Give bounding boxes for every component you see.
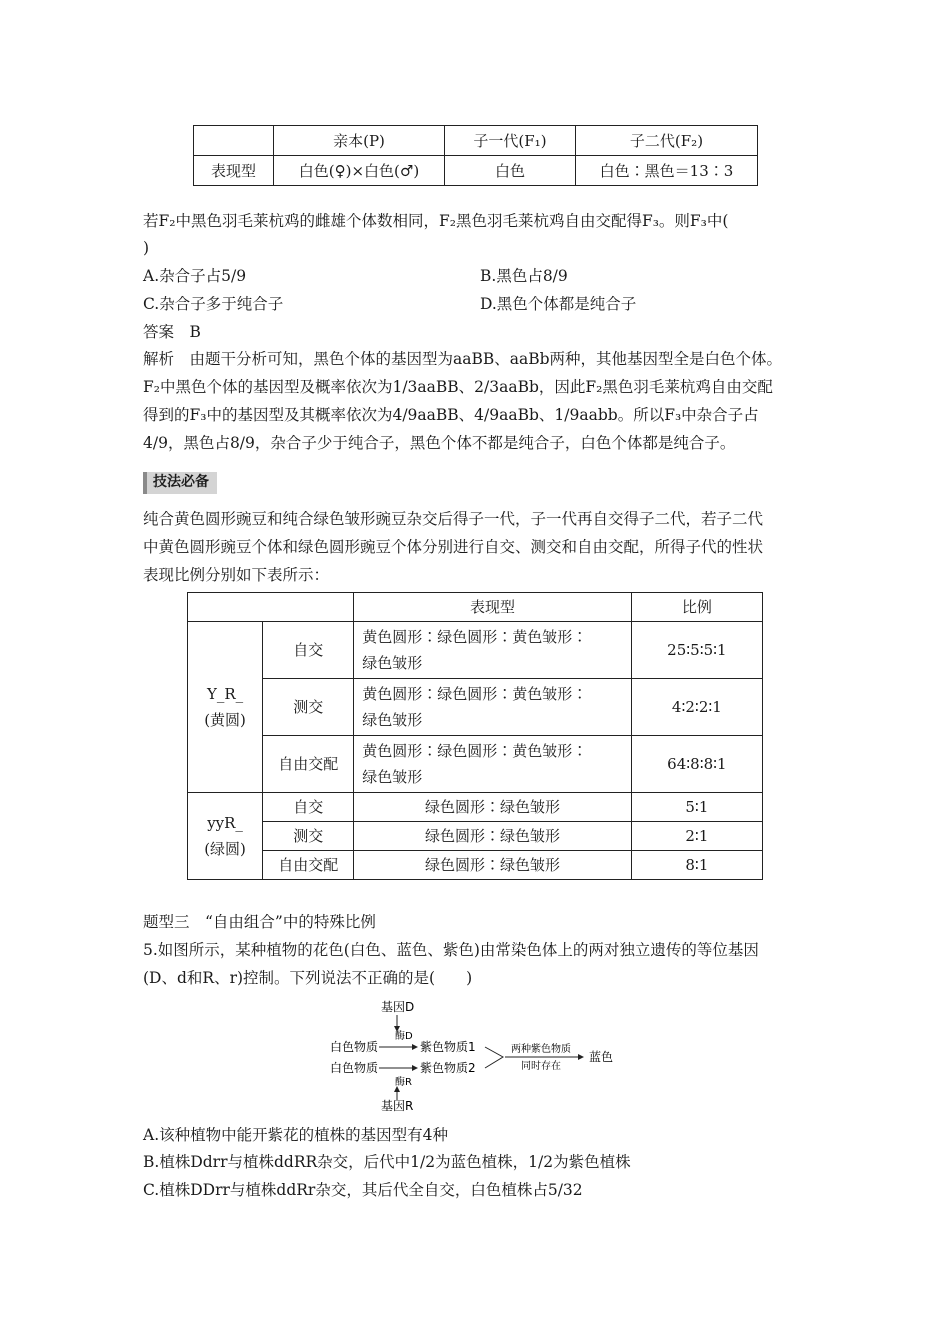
phenotype-cell: 绿色圆形∶绿色皱形	[354, 793, 631, 822]
table-row	[194, 126, 758, 156]
phenotype-line: 黄色圆形∶绿色圆形∶黄色皱形∶	[362, 685, 588, 703]
table-header-cell: 亲本(P)	[274, 126, 445, 156]
option-d: D.黑色个体都是纯合子	[480, 295, 637, 313]
group-cell	[188, 793, 263, 880]
answer: 答案 B	[143, 323, 201, 341]
condition-line-2: 同时存在	[521, 1061, 561, 1072]
table-header-cell: 表现型	[354, 593, 631, 622]
method-cell: 自由交配	[263, 851, 354, 880]
table-row	[188, 851, 763, 880]
table-cell: 白色∶黑色＝13∶3	[576, 156, 758, 186]
condition-line-1: 两种紫色物质	[511, 1044, 571, 1055]
ratio-cell: 5∶1	[631, 793, 762, 822]
intro-line: 中黄色圆形豌豆个体和绿色圆形豌豆个体分别进行自交、测交和自由交配，所得子代的性状	[143, 538, 764, 556]
section-badge: 技法必备	[143, 472, 217, 494]
table-cell: 表现型	[194, 156, 274, 186]
ratio-cell: 2∶1	[631, 822, 762, 851]
q5-stem: (D、d和R、r)控制。下列说法不正确的是( )	[143, 969, 473, 987]
phenotype-cell	[354, 622, 631, 679]
merge-bracket	[485, 1047, 503, 1068]
purple-substance-1: 紫色物质1	[420, 1040, 476, 1054]
phenotype-cell	[354, 736, 631, 793]
table-header-cell	[188, 593, 354, 622]
method-cell: 自交	[263, 793, 354, 822]
table-cell: 白色(♀)×白色(♂)	[274, 156, 445, 186]
analysis-line: 得到的F₃中的基因型及其概率依次为4/9aaBB、4/9aaBb、1/9aabb。所以F₃中杂合子占	[143, 406, 759, 424]
q5-stem: 5.如图所示，某种植物的花色(白色、蓝色、紫色)由常染色体上的两对独立遗传的等位基因	[143, 941, 759, 959]
q5-option-a: A.该种植物中能开紫花的植株的基因型有4种	[143, 1126, 448, 1144]
group-genotype: yyR_	[207, 814, 243, 832]
group-phenotype: (绿圆)	[204, 840, 246, 858]
table-header-cell: 子二代(F₂)	[576, 126, 758, 156]
table-header-cell: 比例	[631, 593, 762, 622]
question-stem: 若F₂中黑色羽毛莱杭鸡的雌雄个体数相同，F₂黑色羽毛莱杭鸡自由交配得F₃。则F₃中(	[143, 212, 729, 230]
table-header-cell	[194, 126, 274, 156]
table-row	[188, 822, 763, 851]
q5-option-c: C.植株DDrr与植株ddRr杂交，其后代全自交，白色植株占5/32	[143, 1181, 583, 1199]
phenotype-line: 黄色圆形∶绿色圆形∶黄色皱形∶	[362, 742, 588, 760]
ratio-table	[187, 592, 763, 880]
table-row	[188, 593, 763, 622]
group-phenotype: (黄圆)	[204, 711, 246, 729]
table-row	[194, 156, 758, 186]
group-genotype: Y_R_	[206, 685, 244, 703]
method-cell: 自由交配	[263, 736, 354, 793]
phenotype-line: 绿色皱形	[362, 711, 423, 729]
method-cell: 测交	[263, 679, 354, 736]
purple-substance-2: 紫色物质2	[420, 1061, 476, 1075]
flower-color-pathway-diagram	[325, 995, 645, 1115]
option-b: B.黑色占8/9	[480, 267, 568, 285]
method-cell: 测交	[263, 822, 354, 851]
table-row	[188, 736, 763, 793]
analysis-line: 解析 由题干分析可知，黑色个体的基因型为aaBB、aaBb两种，其他基因型全是白色个体。	[143, 350, 783, 368]
gene-d-label: 基因D	[381, 1000, 415, 1014]
phenotype-line: 绿色皱形	[362, 768, 423, 786]
type-heading: 题型三 “自由组合”中的特殊比例	[143, 913, 376, 931]
enzyme-r-label: 酶R	[395, 1077, 412, 1088]
table-cell: 白色	[445, 156, 576, 186]
ratio-cell: 4∶2∶2∶1	[631, 679, 762, 736]
phenotype-cell	[354, 679, 631, 736]
q5-option-b: B.植株Ddrr与植株ddRR杂交，后代中1/2为蓝色植株，1/2为紫色植株	[143, 1153, 631, 1171]
white-substance-1: 白色物质	[330, 1040, 379, 1054]
phenotype-line: 绿色皱形	[362, 654, 423, 672]
analysis-line: F₂中黑色个体的基因型及概率依次为1/3aaBB、2/3aaBb，因此F₂黑色羽毛莱杭鸡自由交配	[143, 378, 773, 396]
table-row	[188, 793, 763, 822]
phenotype-cell: 绿色圆形∶绿色皱形	[354, 851, 631, 880]
question-stem-end: )	[143, 239, 150, 257]
intro-line: 表现比例分别如下表所示：	[143, 566, 330, 584]
table-row	[188, 622, 763, 679]
method-cell: 自交	[263, 622, 354, 679]
table-row	[188, 679, 763, 736]
blue-result: 蓝色	[589, 1050, 614, 1064]
gene-r-label: 基因R	[381, 1099, 414, 1113]
intro-line: 纯合黄色圆形豌豆和纯合绿色皱形豌豆杂交后得子一代，子一代再自交得子二代，若子二代	[143, 510, 764, 528]
ratio-cell: 8∶1	[631, 851, 762, 880]
group-cell	[188, 622, 263, 793]
white-substance-2: 白色物质	[330, 1061, 379, 1075]
phenotype-line: 黄色圆形∶绿色圆形∶黄色皱形∶	[362, 628, 588, 646]
analysis-line: 4/9，黑色占8/9，杂合子少于纯合子，黑色个体不都是纯合子，白色个体都是纯合子。	[143, 434, 736, 452]
cross-table	[193, 125, 758, 186]
phenotype-cell: 绿色圆形∶绿色皱形	[354, 822, 631, 851]
option-a: A.杂合子占5/9	[143, 267, 247, 285]
ratio-cell: 25∶5∶5∶1	[631, 622, 762, 679]
table-header-cell: 子一代(F₁)	[445, 126, 576, 156]
ratio-cell: 64∶8∶8∶1	[631, 736, 762, 793]
enzyme-d-label: 酶D	[395, 1031, 413, 1042]
option-c: C.杂合子多于纯合子	[143, 295, 284, 313]
